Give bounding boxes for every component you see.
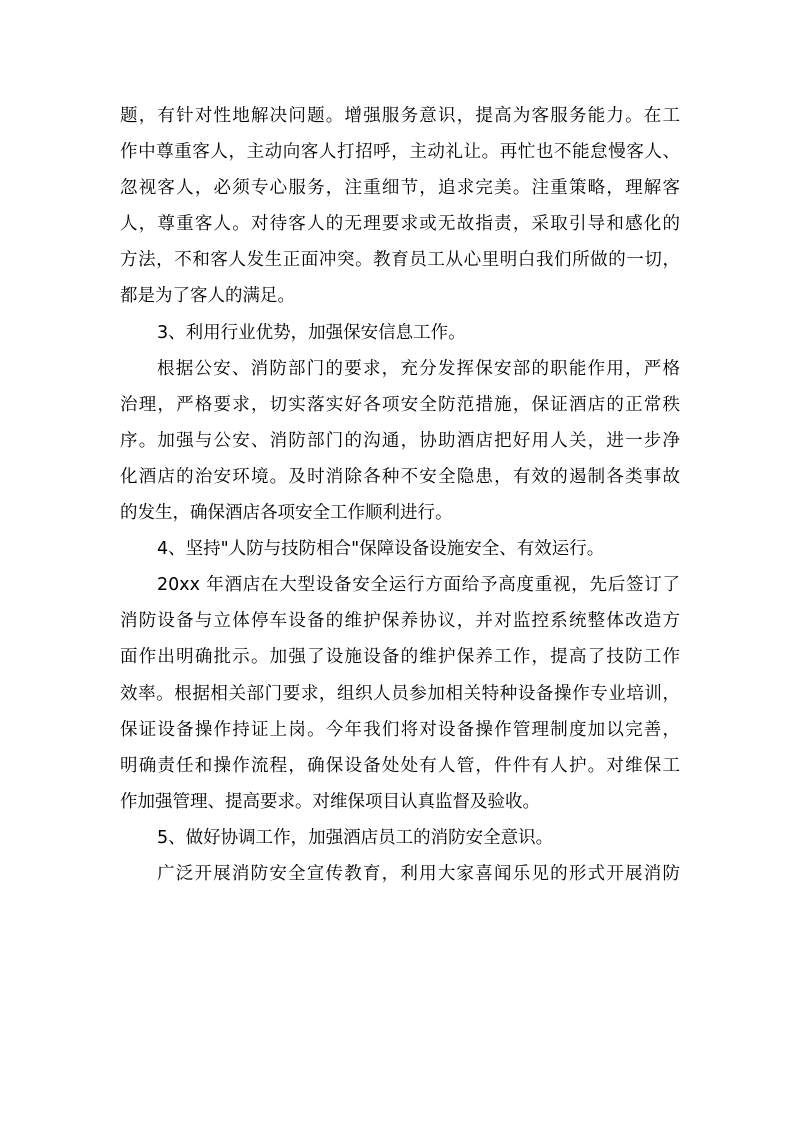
paragraph-line: 人，尊重客人。对待客人的无理要求或无故指责，采取引导和感化的 (120, 214, 680, 235)
paragraph-line: 效率。根据相关部门要求，组织人员参加相关特种设备操作专业培训， (120, 683, 680, 704)
paragraph-line: 作加强管理、提高要求。对维保项目认真监督及验收。 (120, 791, 540, 812)
paragraph-line: 保证设备操作持证上岗。今年我们将对设备操作管理制度加以完善， (120, 719, 680, 740)
paragraph-line: 化酒店的治安环境。及时消除各种不安全隐患，有效的遏制各类事故 (120, 466, 680, 487)
section-heading: 4、坚持"人防与技防相合"保障设备设施安全、有效运行。 (157, 539, 605, 560)
paragraph-line: 忽视客人，必须专心服务，注重细节，追求完美。注重策略，理解客 (120, 178, 680, 199)
paragraph-line: 20xx 年酒店在大型设备安全运行方面给予高度重视，先后签订了 (157, 575, 680, 596)
section-heading: 5、做好协调工作，加强酒店员工的消防安全意识。 (157, 827, 554, 848)
document-body (120, 98, 680, 892)
paragraph-line: 明确责任和操作流程，确保设备处处有人管，件件有人护。对维保工 (120, 755, 680, 776)
paragraph-line: 的发生，确保酒店各项安全工作顺利进行。 (120, 503, 453, 524)
section-heading: 3、利用行业优势，加强保安信息工作。 (157, 322, 466, 343)
paragraph-line: 都是为了客人的满足。 (120, 286, 295, 307)
paragraph-line: 消防设备与立体停车设备的维护保养协议，并对监控系统整体改造方 (120, 611, 680, 632)
paragraph-line: 题，有针对性地解决问题。增强服务意识，提高为客服务能力。在工 (120, 106, 680, 126)
paragraph-line: 作中尊重客人，主动向客人打招呼，主动礼让。再忙也不能怠慢客人、 (120, 142, 680, 163)
paragraph-line: 序。加强与公安、消防部门的沟通，协助酒店把好用人关，进一步净 (120, 430, 680, 451)
paragraph-line: 方法，不和客人发生正面冲突。教育员工从心里明白我们所做的一切， (120, 250, 680, 271)
paragraph-line: 面作出明确批示。加强了设施设备的维护保养工作，提高了技防工作 (120, 647, 680, 668)
paragraph-line: 广泛开展消防安全宣传教育，利用大家喜闻乐见的形式开展消防 (157, 863, 680, 884)
paragraph-line: 治理，严格要求，切实落实好各项安全防范措施，保证酒店的正常秩 (120, 394, 680, 415)
paragraph-line: 根据公安、消防部门的要求，充分发挥保安部的职能作用，严格 (157, 358, 680, 379)
